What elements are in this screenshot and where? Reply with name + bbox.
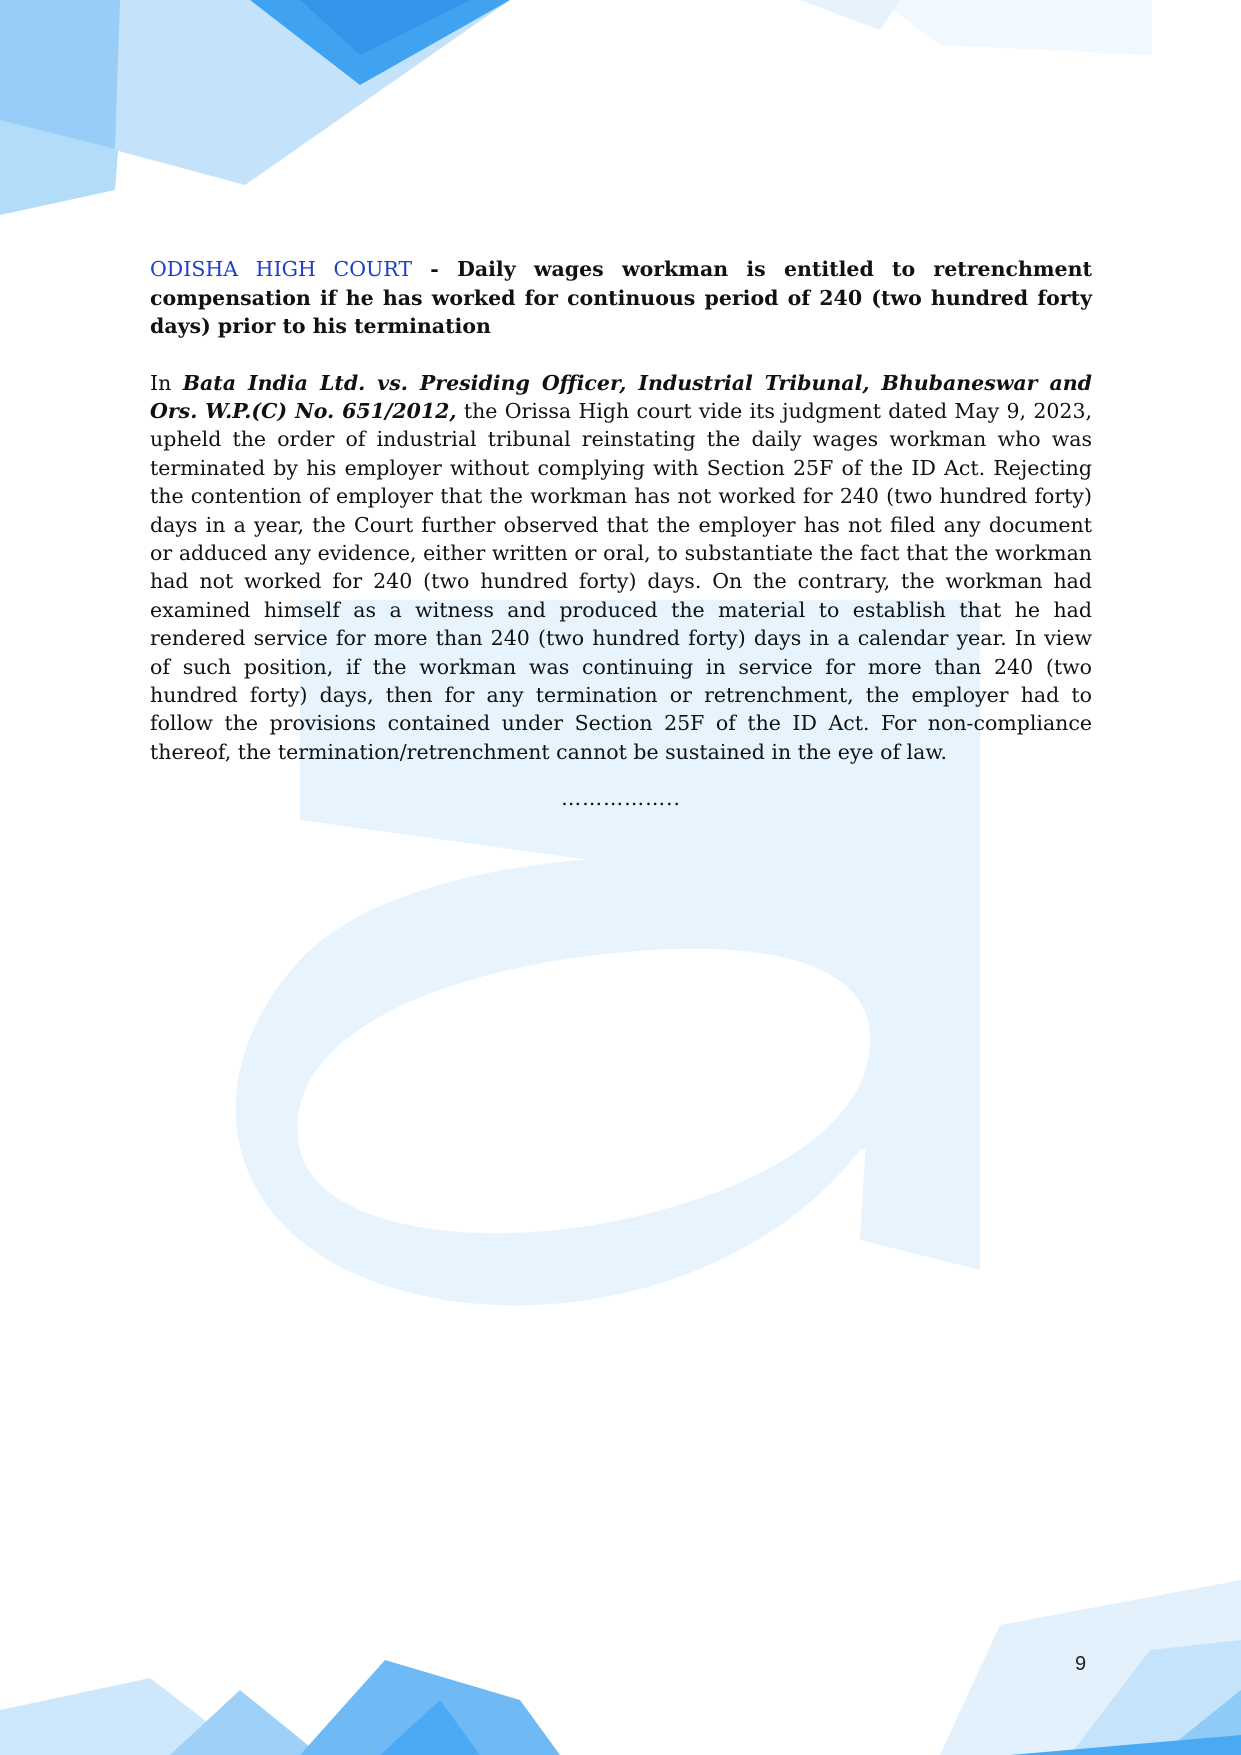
case-citation: Bata India Ltd. vs. Presiding Officer, Industrial Tribunal, Bhubaneswar and Ors. W.P.(C) No. 651/2012, [150,370,1092,423]
page-number: 9 [1075,1653,1087,1675]
top-right-shape-2 [800,0,900,30]
top-right-shape-1 [880,0,1152,55]
headline-title: Daily wages workman is entitled to retrenchment compensation if he has worked for continuous period of 240 (two hundred forty days) prior to his termination [150,257,1092,338]
court-name: ODISHA HIGH COURT [150,257,413,281]
end-marker: …………….. [561,786,681,811]
article-body [150,369,1092,767]
body-prefix: In [150,370,183,395]
headline-separator: - [412,257,458,281]
body-text: the Orissa High court vide its judgment dated May 9, 2023, upheld the order of industrial tribunal reinstating the daily wages workman who was terminated by his employer without complying with Section 25F of the ID Act. Rejecting the contention of employer that the workman has not worked for 240 (two hundred forty) days in a year, the Court further observed that the employer has not filed any document or adduced any evidence, either written or oral, to substantiate the fact that the workman had not worked for 240 (two hundred forty) days. On the contrary, the workman had examined himself as a witness and produced the material to establish that he had rendered service for more than 240 (two hundred forty) days in a calendar year. In view of such position, if the workman was continuing in service for more than 240 (two hundred forty) days, then for any termination or retrenchment, the employer had to follow the provisions contained under Section 25F of the ID Act. For non-compliance thereof, the termination/retrenchment cannot be sustained in the eye of law. [150,398,1092,764]
article-headline [150,255,1092,341]
article [150,255,1092,810]
